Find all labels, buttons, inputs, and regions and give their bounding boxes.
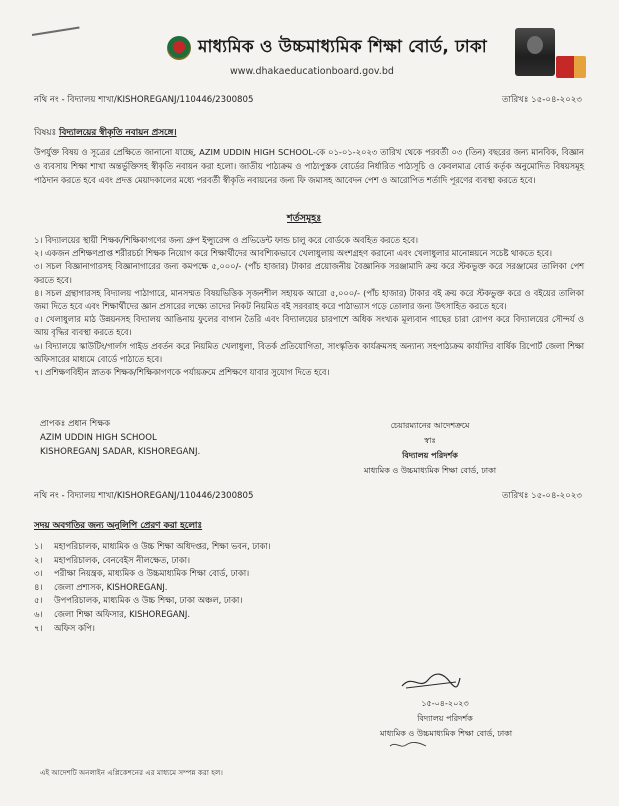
subject-label: বিষয়ঃ [34, 128, 59, 138]
board-title: মাধ্যমিক ও উচ্চমাধ্যমিক শিক্ষা বোর্ড, ঢাকা [198, 37, 487, 57]
memo2-ref: নথি নং - বিদ্যালয় শাখা/KISHOREGANJ/110446/2300805 [34, 491, 254, 501]
signature-org: মাধ্যমিক ও উচ্চমাধ্যমিক শিক্ষা বোর্ড, ঢাকা [363, 466, 497, 475]
copy-item [34, 567, 271, 581]
copy-number: ৪। [34, 581, 43, 592]
copy-item [34, 540, 271, 554]
condition-item: ৭। প্রশিক্ষণবিহীন স্নাতক শিক্ষক/শিক্ষিকাগণকে পর্যায়ক্রমে প্রশিক্ষণে যাবার সুযোগ দিতে হবে। [34, 367, 330, 378]
final-signature-block [380, 696, 513, 741]
copy-item [34, 594, 271, 608]
copy-text: পরীক্ষা নিয়ন্ত্রক, মাধ্যমিক ও উচ্চমাধ্যমিক শিক্ষা বোর্ড, ঢাকা। [54, 568, 250, 579]
memo2-date: তারিখঃ ১৫-০৪-২০২৩ [502, 491, 582, 501]
handwritten-signature-icon [400, 670, 462, 692]
signature-block [340, 418, 520, 478]
condition-item: ৪। সচল গ্রন্থাগারসহ বিদ্যালয় পাঠাগারে, মানসম্মত বিষয়ভিত্তিক সৃজনশীল সহায়ক আরো ৫,০০০/- (পাঁচ হাজার) টাকার বই ক্রয় করে স্টকভুক্ত করে ও বইয়ের তালিকা জমা দিতে হবে এবং শিক্ষার্থীদের জ্ঞান প্রসারের লক্ষ্যে তাদের নিকট নিয়মিত বই সরবরাহ করে পাঠাভ্যাস গড়ে তোলার জন্য উৎসাহিত করতে হবে। [34, 287, 584, 312]
memo-date: তারিখঃ ১৫-০৪-২০২৩ [502, 95, 582, 105]
signature-title: বিদ্যালয় পরিদর্শক [402, 451, 458, 460]
body-paragraph: উপর্যুক্ত বিষয় ও সূত্রের প্রেক্ষিতে জানানো যাচ্ছে, AZIM UDDIN HIGH SCHOOL-কে ০১-০১-২০২৩ তারিখ থেকে পরবর্তী ০৩ (তিন) বছরের জন্য মানবিক, বিজ্ঞান ও ব্যবসায় শিক্ষা শাখা অন্তর্ভুক্তিসহ স্বীকৃতি নবায়ন করা হলো। জাতীয় পাঠ্যক্রম ও পাঠ্যপুস্তক বোর্ডের নির্ধারিত পাঠ্যসূচি ও কেবলমাত্র বোর্ড কর্তৃক অনুমোদিত বিষয়সমূহ পাঠদান করতে হবে এবং প্রদত্ত মেয়াদকালের মধ্যে পরবর্তী স্বীকৃতি নবায়নের জন্য ফি জমাসহ আবেদন পেশ ও আরোপিত শর্তাদি পূরণের ব্যবস্থা করতে হবে। [34, 147, 584, 185]
copy-item [34, 554, 271, 568]
condition-item: ২। একজন প্রশিক্ষণপ্রাপ্ত শরীরচর্চা শিক্ষক নিয়োগ করে শিক্ষার্থীদের আবশ্যিকভাবে খেলাধুলায় অংশগ্রহণ করানো এবং খেলাধুলার মানোন্নয়নে সচেষ্ট থাকতে হবে। [34, 248, 552, 259]
condition-item: ৬। বিদ্যালয়ে স্কাউটিং/গার্লস গাইড প্রবর্তন করে নিয়মিত খেলাধুলা, বিতর্ক প্রতিযোগিতা, সাংস্কৃতিক কার্যক্রমসহ অন্যান্য সহপাঠ্যক্রম কার্যাদির বার্ষিক রিপোর্ট জেলা শিক্ষা অফিসারের মাধ্যমে বোর্ডে পাঠাতে হবে। [34, 340, 584, 364]
mujib-100-logo-icon [556, 56, 586, 78]
copy-text: জেলা প্রশাসক, KISHOREGANJ. [54, 581, 168, 592]
copy-text: অফিস কপি। [54, 622, 95, 633]
copies-list [34, 540, 271, 635]
copy-text: উপপরিচালক, মাধ্যমিক ও উচ্চ শিক্ষা, ঢাকা অঞ্চল, ঢাকা। [54, 595, 243, 606]
subject-line [34, 125, 177, 140]
copy-number: ৭। [34, 622, 43, 633]
copy-item [34, 581, 271, 595]
portrait-photo-icon [515, 28, 555, 76]
copy-text: মহাপরিচালক, বেনবেইস নীলক্ষেত, ঢাকা। [54, 554, 191, 565]
condition-item: ৫। খেলাধুলার মাঠ উন্নয়নসহ বিদ্যালয় আঙিনায় ফুলের বাগান তৈরি এবং বিদ্যালয়ের চারপাশে অধিক সংখ্যক মূল্যবান গাছের চারা রোপণ করে বিদ্যালয়ের সৌন্দর্য ও আয় বৃদ্ধির ব্যবস্থা করতে হবে। [34, 314, 584, 338]
final-signature-date: ১৫-০৪-২০২৩ [421, 699, 469, 708]
copy-number: ২। [34, 554, 43, 565]
bangladesh-emblem-icon [167, 36, 191, 60]
copy-number: ৫। [34, 595, 43, 606]
conditions-list [34, 234, 584, 379]
copies-title: সদয় অবগতির জন্য অনুলিপি প্রেরণ করা হলোঃ [34, 521, 203, 531]
final-signature-title: বিদ্যালয় পরিদর্শক [417, 714, 473, 723]
conditions-title: শর্তসমূহঃ [287, 213, 322, 224]
copy-text: জেলা শিক্ষা অফিসার, KISHOREGANJ. [54, 608, 191, 619]
copy-number: ৬। [34, 608, 43, 619]
recipient-line: AZIM UDDIN HIGH SCHOOL [40, 433, 157, 443]
footnote: এই আদেশটি অনলাইন এপ্লিকেশনের এর মাধ্যমে সম্পন্ন করা হল। [40, 768, 223, 777]
website-link[interactable]: www.dhakaeducationboard.gov.bd [230, 66, 394, 77]
recipient-line: প্রাপকঃ প্রধান শিক্ষক [40, 419, 111, 429]
condition-item: ১। বিদ্যালয়ের স্থায়ী শিক্ষক/শিক্ষিকাগণের জন্য গ্রুপ ইন্স্যুরেন্স ও প্রভিডেন্ট ফান্ড চালু করে বোর্ডকে অবহিত করতে হবে। [34, 235, 418, 245]
copy-number: ১। [34, 541, 43, 551]
subject-text: বিদ্যালয়ের স্বীকৃতি নবায়ন প্রসঙ্গে। [58, 128, 177, 138]
condition-item: ৩। সচল বিজ্ঞানাগারসহ বিজ্ঞানাগারের জন্য কমপক্ষে ৫,০০০/- (পাঁচ হাজার) টাকার প্রয়োজনীয় বৈজ্ঞানিক সরঞ্জামাদি ক্রয় করে স্টকভুক্ত করে সরঞ্জামের তালিকা পেশ করতে হবে। [34, 261, 584, 285]
signature-signed-line: স্বাঃ [424, 436, 436, 445]
memo-ref: নথি নং - বিদ্যালয় শাখা/KISHOREGANJ/110446/2300805 [34, 95, 254, 105]
final-signature-org: মাধ্যমিক ও উচ্চমাধ্যমিক শিক্ষা বোর্ড, ঢাকা [380, 729, 513, 738]
copy-text: মহাপরিচালক, মাধ্যমিক ও উচ্চ শিক্ষা অধিদপ্তর, শিক্ষা ভবন, ঢাকা। [54, 541, 271, 551]
copy-item [34, 608, 271, 622]
pen-mark-decoration [32, 27, 80, 36]
recipient-block [40, 417, 200, 459]
copy-item [34, 622, 271, 636]
copy-number: ৩। [34, 568, 43, 579]
recipient-line: KISHOREGANJ SADAR, KISHOREGANJ. [40, 447, 201, 457]
signature-order-line: চেয়ারম্যানের আদেশক্রমে [390, 421, 470, 430]
initial-scribble-icon [388, 740, 428, 750]
